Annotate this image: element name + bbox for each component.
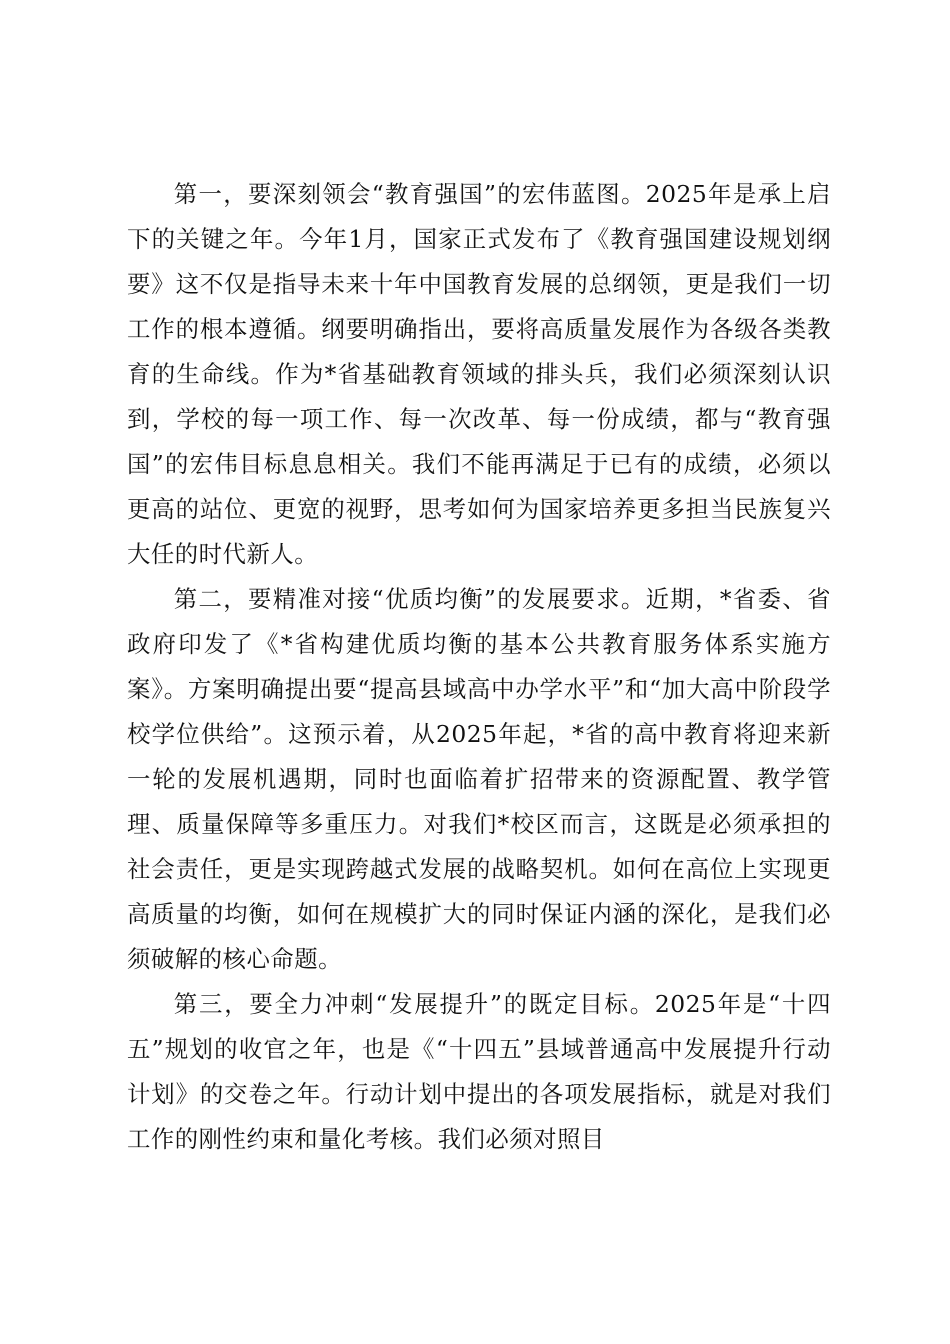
document-page (127, 172, 831, 1162)
paragraph-second: 第二，要精准对接“优质均衡”的发展要求。近期，*省委、省政府印发了《*省构建优质均衡的基本公共教育服务体系实施方案》。方案明确提出要“提高县域高中办学水平”和“加大高中阶段学校学位供给”。这预示着，从2025年起，*省的高中教育将迎来新一轮的发展机遇期，同时也面临着扩招带来的资源配置、教学管理、质量保障等多重压力。对我们*校区而言，这既是必须承担的社会责任，更是实现跨越式发展的战略契机。如何在高位上实现更高质量的均衡，如何在规模扩大的同时保证内涵的深化，是我们必须破解的核心命题。 (127, 585, 831, 973)
paragraph-first: 第一，要深刻领会“教育强国”的宏伟蓝图。2025年是承上启下的关键之年。今年1月，国家正式发布了《教育强国建设规划纲要》这不仅是指导未来十年中国教育发展的总纲领，更是我们一切工作的根本遵循。纲要明确指出，要将高质量发展作为各级各类教育的生命线。作为*省基础教育领域的排头兵，我们必须深刻认识到，学校的每一项工作、每一次改革、每一份成绩，都与“教育强国”的宏伟目标息息相关。我们不能再满足于已有的成绩，必须以更高的站位、更宽的视野，思考如何为国家培养更多担当民族复兴大任的时代新人。 (127, 180, 831, 568)
paragraph-third: 第三，要全力冲刺“发展提升”的既定目标。2025年是“十四五”规划的收官之年，也是《“十四五”县域普通高中发展提升行动计划》的交卷之年。行动计划中提出的各项发展指标，就是对我们工作的刚性约束和量化考核。我们必须对照目 (127, 990, 831, 1153)
